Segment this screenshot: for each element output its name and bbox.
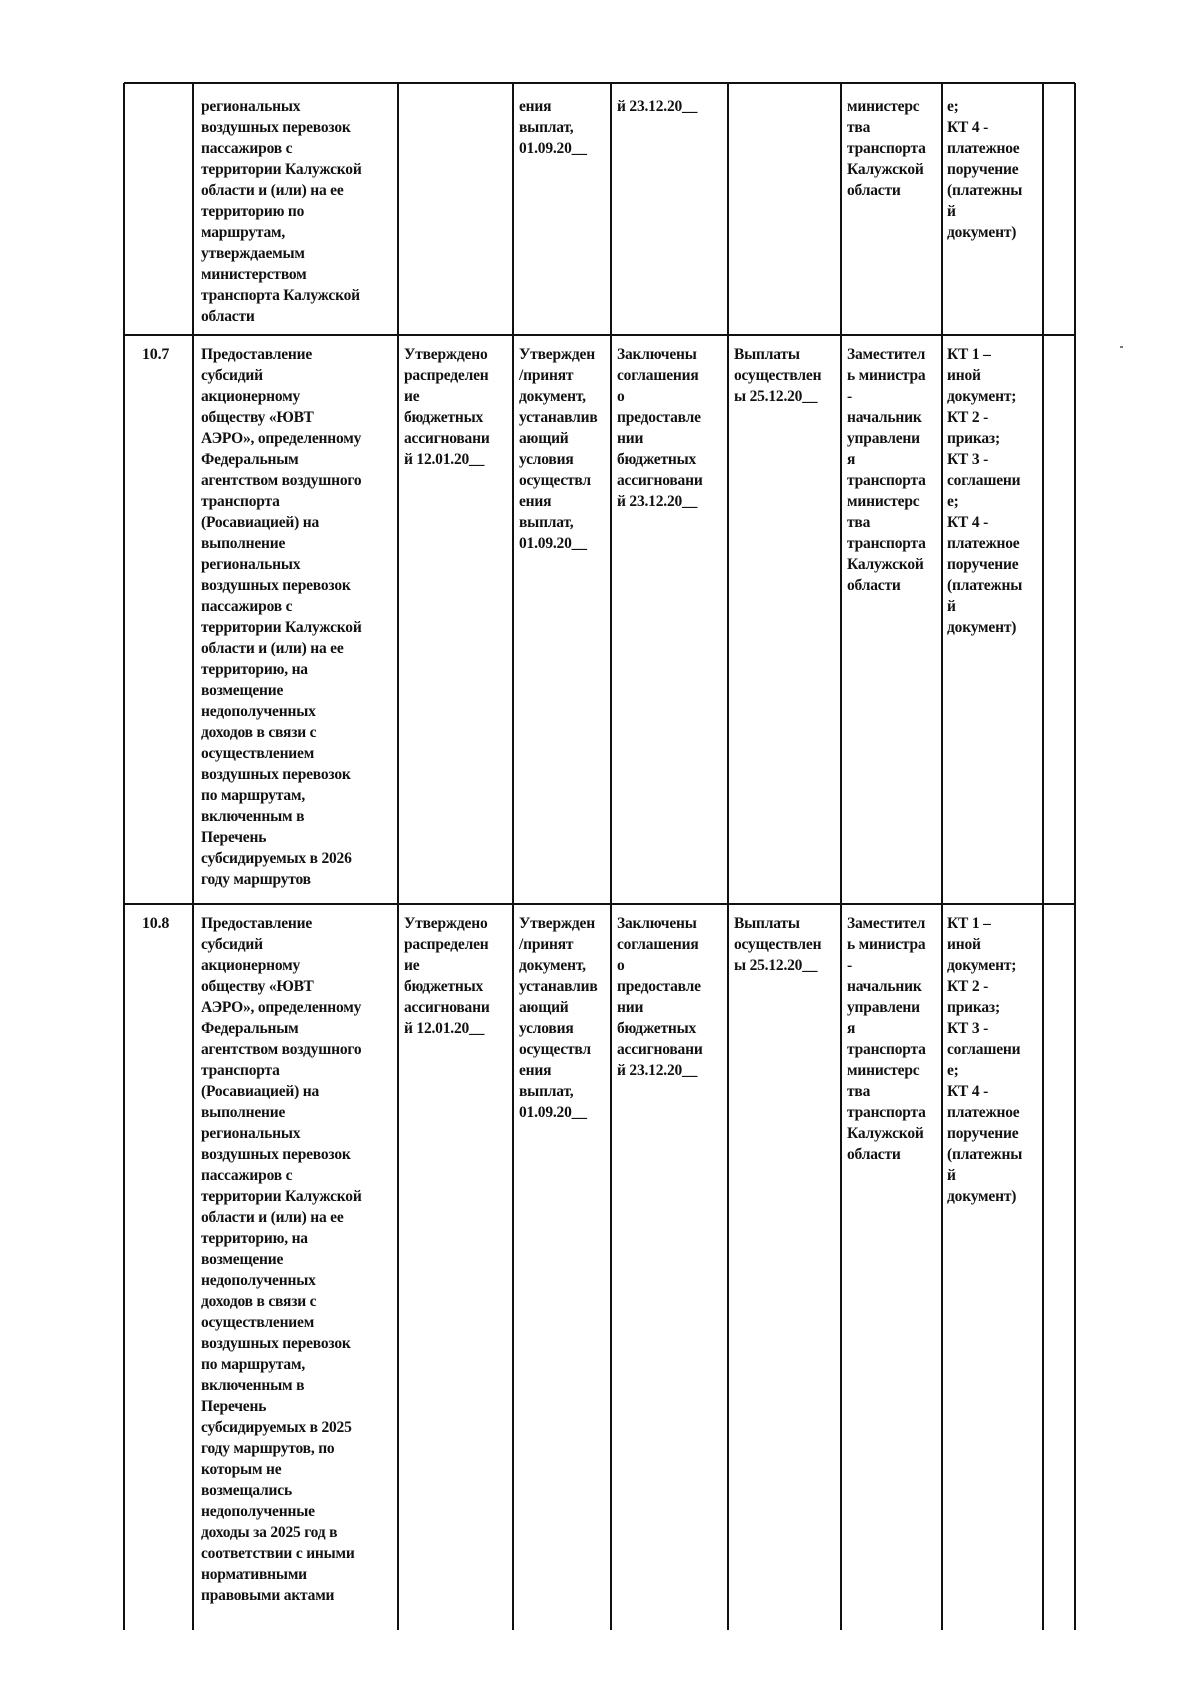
row-10-7-number: 10.7 <box>142 346 170 363</box>
row-10-8-doc-type: КТ 1 – иной документ; КТ 2 - приказ; КТ 3 - соглашени е; КТ 4 - платежное поручение (платежны й документ) <box>947 915 1023 1205</box>
row-10-7-doc-type: КТ 1 – иной документ; КТ 2 - приказ; КТ 3 - соглашени е; КТ 4 - платежное поручение (платежны й документ) <box>947 346 1023 636</box>
row-10-7-responsible: Заместител ь министра - начальник управлени я транспорта министерс тва транспорта Калужской области <box>847 346 926 594</box>
row-1-name: региональных воздушных перевозок пассажиров с территории Калужской области и (или) на ее территорию по маршрутам, утверждаемым министерством транспорта Калужской области <box>201 98 362 325</box>
row-10-8-kt1: Утверждено распределен ие бюджетных ассигновани й 12.01.20__ <box>404 915 490 1037</box>
row-1-responsible: министерс тва транспорта Калужской области <box>847 98 926 199</box>
scan-speck <box>1120 346 1123 348</box>
row-10-7-kt1: Утверждено распределен ие бюджетных ассигновани й 12.01.20__ <box>404 346 490 468</box>
row-10-7-kt3: Заключены соглашения о предоставле нии бюджетных ассигновани й 23.12.20__ <box>617 346 703 510</box>
row-10-8-kt2: Утвержден /принят документ, устанавлив ающий условия осуществл ения выплат, 01.09.20__ <box>519 915 598 1121</box>
row-10-8-responsible: Заместител ь министра - начальник управлени я транспорта министерс тва транспорта Калужской области <box>847 915 926 1163</box>
row-1-kt3: й 23.12.20__ <box>617 98 698 115</box>
row-10-8-kt3: Заключены соглашения о предоставле нии бюджетных ассигновани й 23.12.20__ <box>617 915 703 1079</box>
row-1-kt2: ения выплат, 01.09.20__ <box>519 98 587 157</box>
row-1-doc-type: е; КТ 4 - платежное поручение (платежны й документ) <box>947 98 1023 241</box>
row-10-8-number: 10.8 <box>142 915 170 932</box>
row-10-7-name: Предоставление субсидий акционерному обществу «ЮВТ АЭРО», определенному Федеральным агентством воздушного транспорта (Росавиацией) на выполнение региональных воздушных перевозок пассажиров с территории Калужской области и (или) на ее территорию, на возмещение недополученных доходов в связи с осуществлением воздушных перевозок по маршрутам, включенным в Перечень субсидируемых в 2026 году маршрутов <box>201 346 362 888</box>
row-10-7-kt2: Утвержден /принят документ, устанавлив ающий условия осуществл ения выплат, 01.09.20__ <box>519 346 598 552</box>
row-10-8-kt4: Выплаты осуществлен ы 25.12.20__ <box>734 915 822 974</box>
row-10-7-kt4: Выплаты осуществлен ы 25.12.20__ <box>734 346 822 405</box>
row-10-8-name: Предоставление субсидий акционерному обществу «ЮВТ АЭРО», определенному Федеральным агентством воздушного транспорта (Росавиацией) на выполнение региональных воздушных перевозок пассажиров с территории Калужской области и (или) на ее территорию, на возмещение недополученных доходов в связи с осуществлением воздушных перевозок по маршрутам, включенным в Перечень субсидируемых в 2025 году маршрутов, по которым не возмещались недополученные доходы за 2025 год в соответствии с иными нормативными правовыми актами <box>201 915 362 1604</box>
